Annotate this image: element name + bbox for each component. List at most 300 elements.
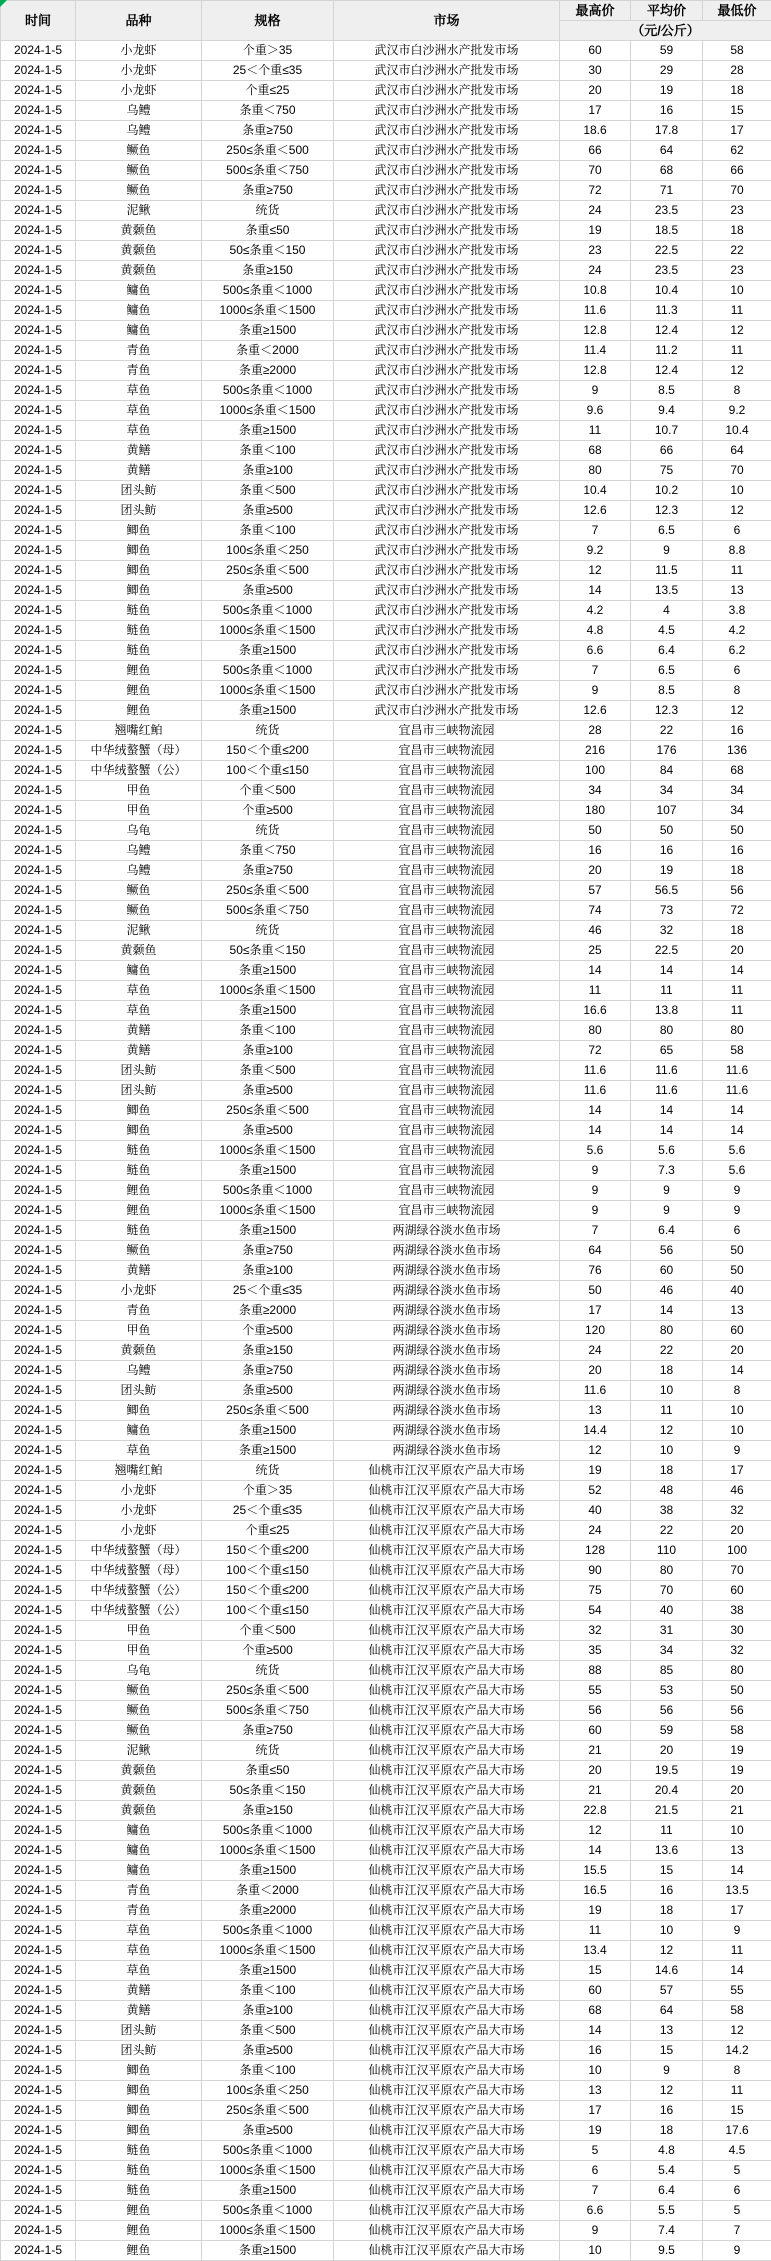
date-cell: 2024-1-5 [1,1641,76,1661]
variety-cell: 鲤鱼 [76,1201,202,1221]
table-row [1,2181,771,2201]
spec-cell: 条重≥1500 [202,961,334,981]
market-cell: 宜昌市三峡物流园 [334,1081,560,1101]
spec-cell: 1000≤条重＜1500 [202,981,334,1001]
date-cell: 2024-1-5 [1,1281,76,1301]
variety-cell: 小龙虾 [76,81,202,101]
table-row [1,1701,771,1721]
date-cell: 2024-1-5 [1,2241,76,2261]
table-row [1,1641,771,1661]
low-price-cell: 5.6 [703,1141,771,1161]
high-price-cell: 16 [560,841,631,861]
avg-price-cell: 17.8 [631,121,703,141]
market-cell: 宜昌市三峡物流园 [334,1021,560,1041]
high-price-cell: 7 [560,661,631,681]
variety-cell: 鲫鱼 [76,2061,202,2081]
variety-cell: 黄鳝 [76,2001,202,2021]
spec-cell: 条重≥100 [202,461,334,481]
variety-cell: 青鱼 [76,1901,202,1921]
avg-price-cell: 6.4 [631,641,703,661]
market-cell: 仙桃市江汉平原农产品大市场 [334,2061,560,2081]
spec-cell: 150＜个重≤200 [202,1581,334,1601]
spec-cell: 条重≥2000 [202,361,334,381]
variety-cell: 黄颡鱼 [76,1781,202,1801]
avg-price-cell: 56 [631,1701,703,1721]
spec-cell: 500≤条重＜1000 [202,601,334,621]
avg-price-cell: 16 [631,841,703,861]
market-cell: 仙桃市江汉平原农产品大市场 [334,2101,560,2121]
table-row [1,441,771,461]
spec-cell: 500≤条重＜1000 [202,661,334,681]
high-price-cell: 52 [560,1481,631,1501]
date-cell: 2024-1-5 [1,1521,76,1541]
variety-cell: 黄鳝 [76,1021,202,1041]
spec-cell: 个重≥500 [202,801,334,821]
variety-cell: 鲫鱼 [76,1121,202,1141]
low-price-cell: 13 [703,581,771,601]
market-cell: 武汉市白沙洲水产批发市场 [334,281,560,301]
high-price-cell: 80 [560,461,631,481]
spec-cell: 条重≥1500 [202,2181,334,2201]
avg-price-cell: 14 [631,1301,703,1321]
avg-price-cell: 57 [631,1981,703,2001]
spec-cell: 条重≥750 [202,1361,334,1381]
variety-cell: 青鱼 [76,361,202,381]
table-row [1,1301,771,1321]
high-price-cell: 9 [560,2221,631,2241]
spec-cell: 250≤条重＜500 [202,1401,334,1421]
table-row [1,1201,771,1221]
market-cell: 仙桃市江汉平原农产品大市场 [334,2121,560,2141]
spec-cell: 条重≥500 [202,1081,334,1101]
date-cell: 2024-1-5 [1,1321,76,1341]
avg-price-cell: 6.4 [631,1221,703,1241]
high-price-cell: 7 [560,2181,631,2201]
low-price-cell: 60 [703,1321,771,1341]
avg-price-cell: 59 [631,41,703,61]
spec-cell: 条重≥1500 [202,641,334,661]
table-row [1,2141,771,2161]
variety-cell: 鳙鱼 [76,961,202,981]
date-cell: 2024-1-5 [1,661,76,681]
avg-price-cell: 84 [631,761,703,781]
low-price-cell: 9 [703,1201,771,1221]
low-price-cell: 4.5 [703,2141,771,2161]
low-price-cell: 8 [703,681,771,701]
market-cell: 武汉市白沙洲水产批发市场 [334,121,560,141]
low-price-cell: 3.8 [703,601,771,621]
column-header-variety: 品种 [76,1,202,41]
spec-cell: 个重≤25 [202,81,334,101]
market-cell: 宜昌市三峡物流园 [334,881,560,901]
variety-cell: 团头鲂 [76,2021,202,2041]
spec-cell: 条重≥100 [202,2001,334,2021]
low-price-cell: 136 [703,741,771,761]
avg-price-cell: 7.3 [631,1161,703,1181]
high-price-cell: 30 [560,61,631,81]
table-row [1,1761,771,1781]
high-price-cell: 5.6 [560,1141,631,1161]
high-price-cell: 10 [560,2061,631,2081]
table-row [1,501,771,521]
table-row [1,1781,771,1801]
low-price-cell: 50 [703,1241,771,1261]
date-cell: 2024-1-5 [1,1941,76,1961]
spec-cell: 条重≥1500 [202,1441,334,1461]
avg-price-cell: 18 [631,1361,703,1381]
avg-price-cell: 59 [631,1721,703,1741]
variety-cell: 黄鳝 [76,1981,202,2001]
market-cell: 仙桃市江汉平原农产品大市场 [334,1561,560,1581]
table-row [1,1841,771,1861]
spec-cell: 条重≥1500 [202,701,334,721]
date-cell: 2024-1-5 [1,2061,76,2081]
spec-cell: 1000≤条重＜1500 [202,1141,334,1161]
avg-price-cell: 16 [631,1881,703,1901]
high-price-cell: 60 [560,1981,631,2001]
market-cell: 武汉市白沙洲水产批发市场 [334,581,560,601]
market-cell: 仙桃市江汉平原农产品大市场 [334,1601,560,1621]
spec-cell: 条重≥1500 [202,2241,334,2261]
high-price-cell: 13 [560,2081,631,2101]
table-row [1,381,771,401]
table-row [1,41,771,61]
market-cell: 仙桃市江汉平原农产品大市场 [334,1941,560,1961]
avg-price-cell: 16 [631,101,703,121]
date-cell: 2024-1-5 [1,1241,76,1261]
table-row [1,2121,771,2141]
spec-cell: 1000≤条重＜1500 [202,2221,334,2241]
date-cell: 2024-1-5 [1,601,76,621]
market-cell: 宜昌市三峡物流园 [334,721,560,741]
market-cell: 武汉市白沙洲水产批发市场 [334,541,560,561]
low-price-cell: 5 [703,2201,771,2221]
variety-cell: 中华绒螯蟹（公） [76,1601,202,1621]
high-price-cell: 19 [560,1901,631,1921]
low-price-cell: 50 [703,1261,771,1281]
low-price-cell: 32 [703,1641,771,1661]
variety-cell: 鳜鱼 [76,1681,202,1701]
high-price-cell: 11.6 [560,301,631,321]
date-cell: 2024-1-5 [1,2141,76,2161]
variety-cell: 鲤鱼 [76,2241,202,2261]
table-row [1,281,771,301]
variety-cell: 鲢鱼 [76,641,202,661]
market-cell: 两湖绿谷淡水鱼市场 [334,1301,560,1321]
avg-price-cell: 38 [631,1501,703,1521]
spec-cell: 条重≤50 [202,221,334,241]
avg-price-cell: 13.8 [631,1001,703,1021]
high-price-cell: 16.5 [560,1881,631,1901]
avg-price-cell: 68 [631,161,703,181]
variety-cell: 乌鳢 [76,101,202,121]
variety-cell: 甲鱼 [76,1321,202,1341]
date-cell: 2024-1-5 [1,681,76,701]
spec-cell: 500≤条重＜1000 [202,381,334,401]
low-price-cell: 6 [703,661,771,681]
table-row [1,1181,771,1201]
avg-price-cell: 9 [631,1181,703,1201]
high-price-cell: 24 [560,1521,631,1541]
market-cell: 武汉市白沙洲水产批发市场 [334,381,560,401]
table-row [1,761,771,781]
avg-price-cell: 12.3 [631,701,703,721]
low-price-cell: 22 [703,241,771,261]
market-cell: 仙桃市江汉平原农产品大市场 [334,2021,560,2041]
table-row [1,421,771,441]
variety-cell: 鳜鱼 [76,1241,202,1261]
table-row [1,1021,771,1041]
date-cell: 2024-1-5 [1,61,76,81]
date-cell: 2024-1-5 [1,401,76,421]
market-cell: 仙桃市江汉平原农产品大市场 [334,1501,560,1521]
table-row [1,1881,771,1901]
high-price-cell: 12.6 [560,701,631,721]
avg-price-cell: 60 [631,1261,703,1281]
market-cell: 武汉市白沙洲水产批发市场 [334,201,560,221]
table-row [1,1821,771,1841]
market-cell: 仙桃市江汉平原农产品大市场 [334,1581,560,1601]
avg-price-cell: 75 [631,461,703,481]
high-price-cell: 13.4 [560,1941,631,1961]
market-cell: 宜昌市三峡物流园 [334,781,560,801]
avg-price-cell: 11 [631,1821,703,1841]
spec-cell: 1000≤条重＜1500 [202,1841,334,1861]
variety-cell: 黄鳝 [76,1041,202,1061]
market-cell: 宜昌市三峡物流园 [334,941,560,961]
date-cell: 2024-1-5 [1,2121,76,2141]
variety-cell: 乌鳢 [76,1361,202,1381]
date-cell: 2024-1-5 [1,1621,76,1641]
table-row [1,2101,771,2121]
date-cell: 2024-1-5 [1,1821,76,1841]
market-cell: 宜昌市三峡物流园 [334,841,560,861]
avg-price-cell: 10 [631,1381,703,1401]
table-row [1,341,771,361]
low-price-cell: 23 [703,261,771,281]
market-cell: 仙桃市江汉平原农产品大市场 [334,1701,560,1721]
variety-cell: 鲫鱼 [76,2101,202,2121]
table-row [1,2081,771,2101]
date-cell: 2024-1-5 [1,421,76,441]
spec-cell: 100＜个重≤150 [202,1561,334,1581]
variety-cell: 中华绒螯蟹（公） [76,1581,202,1601]
spec-cell: 统货 [202,721,334,741]
date-cell: 2024-1-5 [1,1921,76,1941]
high-price-cell: 4.8 [560,621,631,641]
table-row [1,241,771,261]
low-price-cell: 58 [703,1041,771,1061]
market-cell: 武汉市白沙洲水产批发市场 [334,601,560,621]
variety-cell: 甲鱼 [76,781,202,801]
variety-cell: 鲫鱼 [76,521,202,541]
market-cell: 武汉市白沙洲水产批发市场 [334,501,560,521]
spec-cell: 1000≤条重＜1500 [202,301,334,321]
high-price-cell: 16.6 [560,1001,631,1021]
avg-price-cell: 9 [631,541,703,561]
spec-cell: 条重≥500 [202,2041,334,2061]
date-cell: 2024-1-5 [1,1781,76,1801]
table-row [1,301,771,321]
variety-cell: 鲤鱼 [76,701,202,721]
date-cell: 2024-1-5 [1,1981,76,2001]
date-cell: 2024-1-5 [1,1001,76,1021]
market-cell: 两湖绿谷淡水鱼市场 [334,1341,560,1361]
avg-price-cell: 13 [631,2021,703,2041]
variety-cell: 鳙鱼 [76,281,202,301]
market-cell: 仙桃市江汉平原农产品大市场 [334,2241,560,2261]
low-price-cell: 9 [703,1441,771,1461]
low-price-cell: 13.5 [703,1881,771,1901]
avg-price-cell: 53 [631,1681,703,1701]
table-row [1,2041,771,2061]
variety-cell: 草鱼 [76,1001,202,1021]
avg-price-cell: 71 [631,181,703,201]
spec-cell: 250≤条重＜500 [202,561,334,581]
table-row [1,1441,771,1461]
avg-price-cell: 15 [631,1861,703,1881]
date-cell: 2024-1-5 [1,2201,76,2221]
avg-price-cell: 10.7 [631,421,703,441]
table-row [1,1421,771,1441]
spec-cell: 条重≥500 [202,501,334,521]
table-row [1,1361,771,1381]
high-price-cell: 20 [560,1361,631,1381]
date-cell: 2024-1-5 [1,2081,76,2101]
high-price-cell: 12.6 [560,501,631,521]
date-cell: 2024-1-5 [1,741,76,761]
high-price-cell: 22.8 [560,1801,631,1821]
date-cell: 2024-1-5 [1,81,76,101]
market-cell: 武汉市白沙洲水产批发市场 [334,141,560,161]
low-price-cell: 11 [703,301,771,321]
variety-cell: 鲤鱼 [76,2221,202,2241]
date-cell: 2024-1-5 [1,1761,76,1781]
date-cell: 2024-1-5 [1,2021,76,2041]
date-cell: 2024-1-5 [1,1661,76,1681]
date-cell: 2024-1-5 [1,521,76,541]
variety-cell: 鲫鱼 [76,581,202,601]
low-price-cell: 10 [703,1821,771,1841]
high-price-cell: 24 [560,201,631,221]
high-price-cell: 12.8 [560,321,631,341]
market-cell: 宜昌市三峡物流园 [334,1061,560,1081]
high-price-cell: 11 [560,421,631,441]
date-cell: 2024-1-5 [1,1141,76,1161]
market-cell: 宜昌市三峡物流园 [334,1001,560,1021]
high-price-cell: 12 [560,1441,631,1461]
high-price-cell: 20 [560,1761,631,1781]
market-cell: 武汉市白沙洲水产批发市场 [334,341,560,361]
date-cell: 2024-1-5 [1,1561,76,1581]
high-price-cell: 6 [560,2161,631,2181]
high-price-cell: 11.4 [560,341,631,361]
spec-cell: 250≤条重＜500 [202,1101,334,1121]
date-cell: 2024-1-5 [1,961,76,981]
low-price-cell: 50 [703,821,771,841]
high-price-cell: 9 [560,1201,631,1221]
high-price-cell: 7 [560,1221,631,1241]
variety-cell: 草鱼 [76,981,202,1001]
date-cell: 2024-1-5 [1,261,76,281]
avg-price-cell: 11 [631,981,703,1001]
high-price-cell: 17 [560,2101,631,2121]
table-row [1,1481,771,1501]
date-cell: 2024-1-5 [1,861,76,881]
high-price-cell: 11 [560,1921,631,1941]
low-price-cell: 14.2 [703,2041,771,2061]
variety-cell: 鲤鱼 [76,661,202,681]
avg-price-cell: 48 [631,1481,703,1501]
low-price-cell: 6 [703,521,771,541]
date-cell: 2024-1-5 [1,941,76,961]
avg-price-cell: 46 [631,1281,703,1301]
market-cell: 宜昌市三峡物流园 [334,1121,560,1141]
spec-cell: 个重＜500 [202,781,334,801]
low-price-cell: 12 [703,501,771,521]
high-price-cell: 35 [560,1641,631,1661]
avg-price-cell: 12.4 [631,361,703,381]
market-cell: 两湖绿谷淡水鱼市场 [334,1401,560,1421]
spec-cell: 条重≥150 [202,261,334,281]
date-cell: 2024-1-5 [1,1681,76,1701]
table-header [1,1,771,41]
market-cell: 宜昌市三峡物流园 [334,821,560,841]
avg-price-cell: 14 [631,1121,703,1141]
avg-price-cell: 12 [631,1421,703,1441]
table-row [1,1521,771,1541]
variety-cell: 乌龟 [76,821,202,841]
variety-cell: 鲢鱼 [76,1141,202,1161]
low-price-cell: 12 [703,321,771,341]
high-price-cell: 6.6 [560,641,631,661]
low-price-cell: 62 [703,141,771,161]
date-cell: 2024-1-5 [1,1361,76,1381]
market-cell: 仙桃市江汉平原农产品大市场 [334,1521,560,1541]
high-price-cell: 11 [560,981,631,1001]
high-price-cell: 9 [560,681,631,701]
spec-cell: 100≤条重＜250 [202,2081,334,2101]
table-row [1,401,771,421]
spec-cell: 25＜个重≤35 [202,61,334,81]
low-price-cell: 13 [703,1841,771,1861]
variety-cell: 青鱼 [76,341,202,361]
low-price-cell: 11 [703,1941,771,1961]
variety-cell: 鲤鱼 [76,1181,202,1201]
spec-cell: 条重≥1500 [202,1161,334,1181]
low-price-cell: 70 [703,1561,771,1581]
avg-price-cell: 19 [631,861,703,881]
market-cell: 武汉市白沙洲水产批发市场 [334,681,560,701]
date-cell: 2024-1-5 [1,1441,76,1461]
avg-price-cell: 11.2 [631,341,703,361]
spec-cell: 500≤条重＜1000 [202,1181,334,1201]
table-row [1,601,771,621]
date-cell: 2024-1-5 [1,341,76,361]
table-row [1,221,771,241]
date-cell: 2024-1-5 [1,1201,76,1221]
avg-price-cell: 13.6 [631,1841,703,1861]
table-row [1,81,771,101]
date-cell: 2024-1-5 [1,2041,76,2061]
table-row [1,1261,771,1281]
table-row [1,1321,771,1341]
spec-cell: 统货 [202,201,334,221]
spec-cell: 500≤条重＜750 [202,161,334,181]
high-price-cell: 12 [560,561,631,581]
high-price-cell: 72 [560,1041,631,1061]
variety-cell: 草鱼 [76,401,202,421]
